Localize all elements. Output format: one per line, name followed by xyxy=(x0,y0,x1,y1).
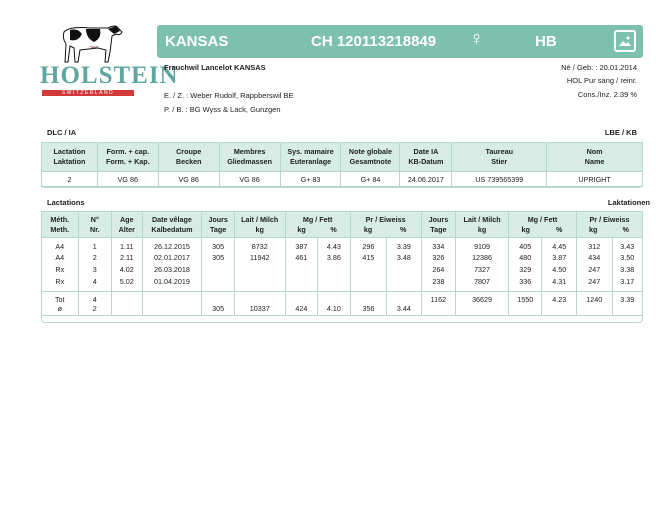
lact-cell: 7327 xyxy=(456,263,509,275)
dlc-table xyxy=(41,142,643,187)
dlc-header-cell xyxy=(452,143,547,172)
lact-cell: 02.01.2017 xyxy=(142,251,202,263)
lact-cell: 4 xyxy=(78,275,112,287)
lact-cell: 11942 xyxy=(234,251,285,263)
lact-header-line: Tage xyxy=(430,224,447,234)
dlc-header-cell xyxy=(42,143,98,172)
lact-cell: 3.50 xyxy=(612,251,643,263)
lact-avg-cell: 10337 xyxy=(234,304,285,316)
lact-cell: 480 xyxy=(508,251,542,263)
lact-cell: 264 xyxy=(421,263,456,275)
dlc-header-cell xyxy=(219,143,280,172)
lact-header-cell xyxy=(234,212,285,238)
dlc-header-line: Stier xyxy=(491,157,508,166)
animal-id: CH 120113218849 xyxy=(311,33,437,50)
unit-pct: % xyxy=(556,224,563,234)
lact-cell: 387 xyxy=(285,238,317,252)
animal-name: KANSAS xyxy=(165,33,229,50)
lact-cell xyxy=(285,275,317,287)
unit-pct: % xyxy=(622,224,629,234)
cow-icon xyxy=(60,22,124,64)
lact-header-cell xyxy=(456,212,509,238)
female-icon: ♀ xyxy=(469,28,484,50)
dlc-cell: UPRIGHT xyxy=(547,172,643,187)
lact-total-cell xyxy=(285,291,317,304)
unit-kg: kg xyxy=(297,224,306,234)
lact-avg-cell: ø xyxy=(42,304,79,316)
lact-header-cell xyxy=(350,212,421,238)
lact-cell: 3.48 xyxy=(387,251,422,263)
dlc-header-cell xyxy=(547,143,643,172)
lact-cell xyxy=(350,275,387,287)
lact-avg-cell xyxy=(421,304,456,316)
lact-cell: 2.11 xyxy=(112,251,142,263)
unit-pct: % xyxy=(399,224,407,234)
lact-total-cell: 4 xyxy=(78,291,112,304)
unit-pct: % xyxy=(330,224,337,234)
lact-cell: 3.86 xyxy=(318,251,350,263)
lact-total-cell: 1550 xyxy=(508,291,542,304)
lact-header-line: Mg / Fett xyxy=(527,214,558,224)
lact-cell xyxy=(234,263,285,275)
breed: HOL Pur sang / reinr. xyxy=(566,76,637,85)
lact-header-cell xyxy=(142,212,202,238)
lact-cell xyxy=(318,275,350,287)
lact-cell: 26.12.2015 xyxy=(142,238,202,252)
table-row xyxy=(42,238,643,252)
logo-wordmark: HOLSTEIN xyxy=(40,62,179,89)
dlc-header-line: Gesamtnote xyxy=(349,157,392,166)
lact-cell: 334 xyxy=(421,238,456,252)
dlc-cell: US 739565399 xyxy=(452,172,547,187)
dlc-header-cell xyxy=(158,143,219,172)
dlc-header-line: Form. + Kap. xyxy=(105,157,150,166)
lact-cell: 336 xyxy=(508,275,542,287)
dlc-header-line: Name xyxy=(584,157,605,166)
lact-cell: 1 xyxy=(78,238,112,252)
dlc-header-line: Note globale xyxy=(348,147,393,156)
lact-total-cell xyxy=(142,291,202,304)
lact-header-line: kg xyxy=(477,224,487,234)
section-laktationen: Laktationen xyxy=(607,198,650,207)
dlc-header-line: Euteranlage xyxy=(289,157,332,166)
average-row xyxy=(42,304,643,316)
lact-total-cell xyxy=(112,291,142,304)
dlc-header-cell xyxy=(280,143,341,172)
lact-header-line: Jours xyxy=(208,214,228,224)
dlc-cell: 2 xyxy=(42,172,98,187)
dlc-header-line: Taureau xyxy=(485,147,513,156)
lact-cell: A4 xyxy=(42,251,79,263)
lact-header-line: N° xyxy=(90,214,99,224)
herdbook-label: HB xyxy=(535,33,557,50)
unit-kg: kg xyxy=(589,224,598,234)
dlc-cell: VG 86 xyxy=(219,172,280,187)
lact-avg-cell xyxy=(112,304,142,316)
lact-total-cell xyxy=(202,291,234,304)
lact-avg-cell xyxy=(612,304,643,316)
lact-header-line: Jours xyxy=(428,214,449,224)
lact-cell: 3.17 xyxy=(612,275,643,287)
lact-cell: 3 xyxy=(78,263,112,275)
lact-cell xyxy=(285,263,317,275)
lact-cell: 1.11 xyxy=(112,238,142,252)
lact-cell: 4.31 xyxy=(542,275,577,287)
lact-cell: 238 xyxy=(421,275,456,287)
lact-total-cell xyxy=(318,291,350,304)
lact-cell: 4.45 xyxy=(542,238,577,252)
lact-cell: 3.43 xyxy=(612,238,643,252)
lact-header-line: Tage xyxy=(210,224,227,234)
lact-avg-cell: 2 xyxy=(78,304,112,316)
animal-header xyxy=(157,25,643,58)
lact-avg-cell xyxy=(456,304,509,316)
owner: P. / B. : BG Wyss & Lack, Gunzgen xyxy=(164,105,281,114)
lact-header-line: Mg / Fett xyxy=(302,214,333,224)
holstein-logo xyxy=(38,22,179,98)
lact-avg-cell: 4.10 xyxy=(318,304,350,316)
lactation-table xyxy=(41,211,643,316)
dlc-header-cell xyxy=(97,143,158,172)
lact-total-cell xyxy=(234,291,285,304)
lact-header-cell xyxy=(112,212,142,238)
lact-header-cell xyxy=(202,212,234,238)
table-row xyxy=(42,172,643,187)
lact-cell: 415 xyxy=(350,251,387,263)
lact-cell: 247 xyxy=(576,275,612,287)
lact-cell: 305 xyxy=(202,251,234,263)
dlc-cell: VG 86 xyxy=(97,172,158,187)
lact-cell xyxy=(318,263,350,275)
section-lactations: Lactations xyxy=(47,198,85,207)
animal-info xyxy=(157,58,643,118)
lact-total-cell xyxy=(350,291,387,304)
lact-cell: Rx xyxy=(42,263,79,275)
dlc-header-line: Nom xyxy=(586,147,603,156)
lact-header-line: Kalbedatum xyxy=(151,224,193,234)
lact-header-cell xyxy=(285,212,350,238)
section-lbe: LBE / KB xyxy=(604,128,637,137)
breeder: E. / Z. : Weber Rudolf, Rappberswil BE xyxy=(164,91,294,100)
total-row xyxy=(42,291,643,304)
lact-header-cell xyxy=(42,212,79,238)
lact-header-line: Méth. xyxy=(50,214,70,224)
logo-subline: SWITZERLAND xyxy=(42,90,134,96)
dlc-cell: VG 86 xyxy=(158,172,219,187)
dlc-cell: G+ 84 xyxy=(341,172,400,187)
lact-cell xyxy=(387,263,422,275)
lact-cell: 9109 xyxy=(456,238,509,252)
lact-header-line: Alter xyxy=(118,224,135,234)
lact-cell: A4 xyxy=(42,238,79,252)
lact-avg-cell: 305 xyxy=(202,304,234,316)
lact-cell: 26.03.2018 xyxy=(142,263,202,275)
lact-header-line: Age xyxy=(119,214,134,224)
dlc-cell: G+ 83 xyxy=(280,172,341,187)
lact-avg-cell xyxy=(576,304,612,316)
lact-total-cell: 3.39 xyxy=(612,291,643,304)
dlc-header-line: Date IA xyxy=(413,147,439,156)
lact-cell: 7807 xyxy=(456,275,509,287)
lact-header-line: Lait / Milch xyxy=(241,214,279,224)
photo-icon[interactable] xyxy=(614,30,636,52)
lact-cell: 312 xyxy=(576,238,612,252)
lact-avg-cell xyxy=(142,304,202,316)
lact-cell xyxy=(202,263,234,275)
lact-cell: Rx xyxy=(42,275,79,287)
lact-total-cell: 4.23 xyxy=(542,291,577,304)
lact-cell: 4.02 xyxy=(112,263,142,275)
lact-cell: 405 xyxy=(508,238,542,252)
lact-header-cell xyxy=(576,212,642,238)
lact-header-line: Date vêlage xyxy=(151,214,192,224)
lact-cell xyxy=(234,275,285,287)
table-row xyxy=(42,251,643,263)
lact-cell: 305 xyxy=(202,238,234,252)
lact-total-cell: 1240 xyxy=(576,291,612,304)
lact-cell: 326 xyxy=(421,251,456,263)
lact-total-cell: 1162 xyxy=(421,291,456,304)
lact-cell: 3.87 xyxy=(542,251,577,263)
lact-cell: 434 xyxy=(576,251,612,263)
lact-cell: 4.50 xyxy=(542,263,577,275)
lact-cell: 296 xyxy=(350,238,387,252)
lact-cell: 12386 xyxy=(456,251,509,263)
lact-total-cell xyxy=(387,291,422,304)
dlc-header-line: Sys. mamaire xyxy=(287,147,334,156)
unit-kg: kg xyxy=(363,224,373,234)
lact-cell: 461 xyxy=(285,251,317,263)
section-dlc: DLC / IA xyxy=(47,128,77,137)
lact-total-cell: 36629 xyxy=(456,291,509,304)
dlc-header-line: Croupe xyxy=(176,147,202,156)
lact-total-cell: Tot xyxy=(42,291,79,304)
lact-avg-cell: 356 xyxy=(350,304,387,316)
lact-avg-cell: 3.44 xyxy=(387,304,422,316)
lact-cell: 01.04.2019 xyxy=(142,275,202,287)
lact-header-line: Nr. xyxy=(90,224,100,234)
lact-cell: 8732 xyxy=(234,238,285,252)
lact-cell: 329 xyxy=(508,263,542,275)
lact-cell xyxy=(202,275,234,287)
unit-kg: kg xyxy=(521,224,530,234)
lact-header-line: Lait / Milch xyxy=(463,214,501,224)
dlc-header-line: Lactation xyxy=(53,147,86,156)
table-row xyxy=(42,263,643,275)
dlc-header-line: KB-Datum xyxy=(408,157,444,166)
lact-header-cell xyxy=(508,212,576,238)
full-name: Frauchwil Lancelot KANSAS xyxy=(164,63,266,72)
table-row xyxy=(42,275,643,287)
dlc-header-cell xyxy=(341,143,400,172)
lact-header-line: Pr / Eiweiss xyxy=(589,214,630,224)
dlc-header-line: Form. + cap. xyxy=(106,147,150,156)
dlc-header-line: Gliedmassen xyxy=(227,157,272,166)
dlc-header-line: Becken xyxy=(175,157,202,166)
lact-header-line: kg xyxy=(255,224,264,234)
lact-header-line: Pr / Eiweiss xyxy=(365,214,406,224)
lact-cell xyxy=(387,275,422,287)
lact-avg-cell xyxy=(542,304,577,316)
dlc-header-line: Membres xyxy=(233,147,266,156)
lact-header-cell xyxy=(421,212,456,238)
dlc-cell: 24.06.2017 xyxy=(400,172,452,187)
dlc-header-line: Laktation xyxy=(53,157,86,166)
lact-header-cell xyxy=(78,212,112,238)
lact-cell: 247 xyxy=(576,263,612,275)
lact-cell: 3.39 xyxy=(387,238,422,252)
lact-cell: 4.43 xyxy=(318,238,350,252)
lact-cell: 3.38 xyxy=(612,263,643,275)
lact-cell: 5.02 xyxy=(112,275,142,287)
lact-avg-cell: 424 xyxy=(285,304,317,316)
birth-date: Né / Geb. : 20.01.2014 xyxy=(561,63,637,72)
lact-avg-cell xyxy=(508,304,542,316)
consanguinity: Cons./Inz. 2.39 % xyxy=(577,90,637,99)
lact-cell: 2 xyxy=(78,251,112,263)
lact-header-line: Meth. xyxy=(50,224,70,234)
dlc-header-cell xyxy=(400,143,452,172)
lact-cell xyxy=(350,263,387,275)
